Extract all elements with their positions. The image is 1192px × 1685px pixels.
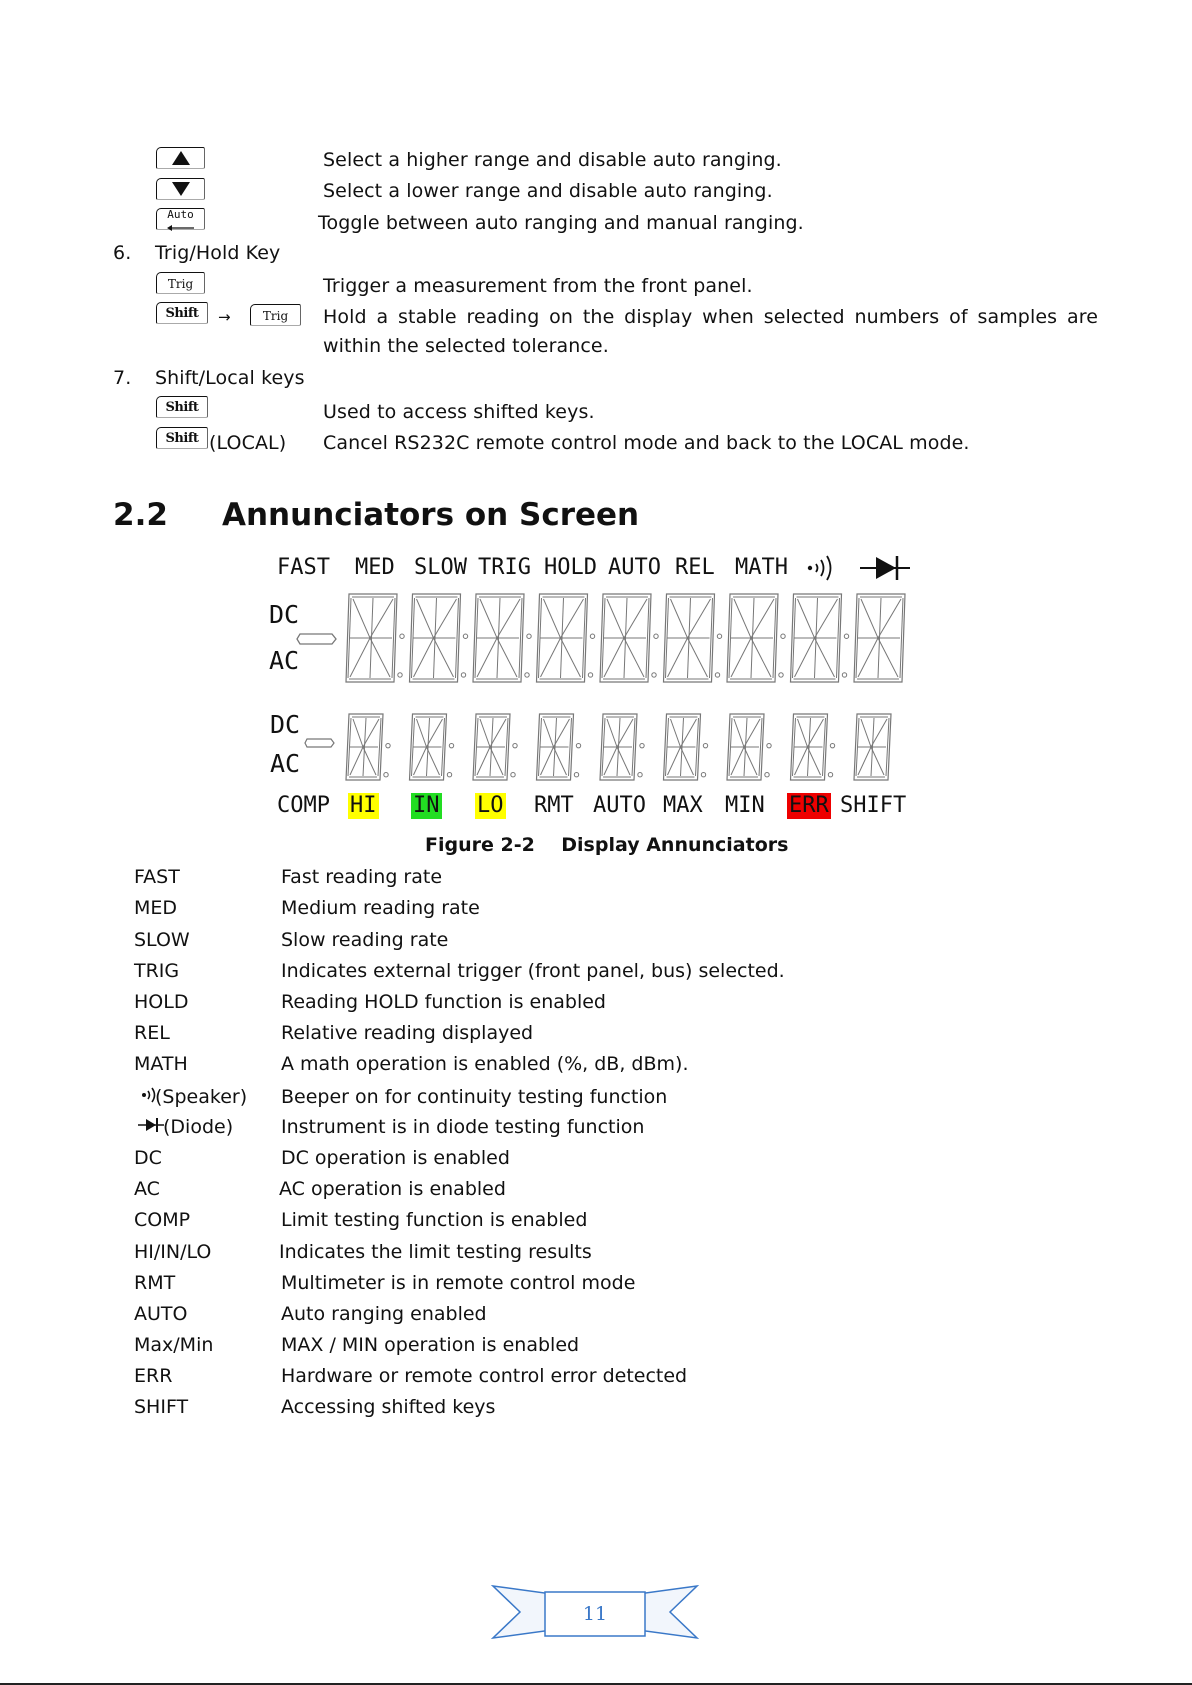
def-desc-dc: DC operation is enabled [281,1147,510,1169]
main-digit [600,594,658,682]
def-desc-comp: Limit testing function is enabled [281,1209,588,1231]
sub-digit [791,714,835,780]
def-term-hi-in-lo: HI/IN/LO [134,1241,212,1263]
def-desc-ac: AC operation is enabled [279,1178,506,1200]
def-term-rel: REL [134,1022,170,1044]
def-desc-rel: Relative reading displayed [281,1022,534,1044]
page-number-badge [490,1582,700,1642]
item6-number: 6. [113,242,132,264]
def-desc-rmt: Multimeter is in remote control mode [281,1272,636,1294]
item7-number: 7. [113,367,132,389]
sub-digit [473,714,517,780]
range-up-key [156,147,205,169]
annunciator-fast: FAST [277,555,330,580]
dc-label-main: DC [269,600,300,629]
def-term-med: MED [134,897,178,919]
main-digit [537,594,595,682]
def-desc-speaker: Beeper on for continuity testing function [281,1086,668,1108]
def-term-math: MATH [134,1053,188,1075]
sub-digit [410,714,454,780]
main-digit [791,594,849,682]
main-digit [473,594,531,682]
arrow-right: → [218,308,231,326]
def-term-rmt: RMT [134,1272,176,1294]
shift-key-4: Shift [156,427,208,449]
trig-key-desc: Trigger a measurement from the front panel. [323,275,753,297]
annunciator-hi: HI [350,793,377,818]
annunciator-rel: REL [675,555,715,580]
ac-label-sub: AC [270,749,301,778]
range-down-key [156,178,205,200]
section-title: Annunciators on Screen [222,497,640,533]
range-down-desc: Select a lower range and disable auto ranging. [323,180,773,202]
dc-label-sub: DC [270,710,301,739]
main-digit [727,594,785,682]
sub-digit [537,714,581,780]
def-term-speaker: (Speaker) [155,1086,248,1108]
def-desc-diode: Instrument is in diode testing function [281,1116,645,1138]
speaker-icon [805,553,839,583]
def-desc-trig: Indicates external trigger (front panel, bus) selected. [281,960,785,982]
diode-icon [860,553,910,583]
enter-arrow-icon [166,225,196,231]
def-term-fast: FAST [134,866,180,888]
annunciator-math: MATH [735,555,788,580]
def-desc-auto: Auto ranging enabled [281,1303,487,1325]
def-term-hold: HOLD [134,991,189,1013]
def-desc-fast: Fast reading rate [281,866,443,888]
def-term-slow: SLOW [134,929,190,951]
main-digit [664,594,722,682]
annunciator-min: MIN [725,793,765,818]
annunciator-trig: TRIG [478,555,531,580]
annunciator-shift: SHIFT [840,793,907,818]
sub-digit [727,714,771,780]
sub-minus-sign [304,738,336,748]
item7-title: Shift/Local keys [155,367,305,389]
auto-key-label: Auto [167,208,194,221]
ac-label-main: AC [269,646,300,675]
shift-key-desc: Used to access shifted keys. [323,401,595,423]
def-desc-err: Hardware or remote control error detected [281,1365,688,1387]
trig-key: Trig [156,272,205,294]
hold-desc: Hold a stable reading on the display when selected numbers of samples are within the selected tolerance. [323,306,1098,357]
section-number: 2.2 [113,497,168,533]
def-desc-maxmin: MAX / MIN operation is enabled [281,1334,580,1356]
sub-digit [854,714,891,780]
main-digit [854,594,905,682]
annunciator-auto-bottom: AUTO [593,793,646,818]
sub-digit [600,714,644,780]
def-term-shift: SHIFT [134,1396,189,1418]
def-term-maxmin: Max/Min [134,1334,214,1356]
annunciator-err: ERR [789,793,829,818]
def-term-dc: DC [134,1147,162,1169]
annunciator-auto: AUTO [608,555,661,580]
main-minus-sign [296,632,338,646]
annunciator-slow: SLOW [414,555,467,580]
def-desc-hi-in-lo: Indicates the limit testing results [279,1241,592,1263]
auto-key-desc: Toggle between auto ranging and manual ranging. [318,212,804,234]
trig-key-2: Trig [250,304,301,326]
def-term-auto: AUTO [134,1303,188,1325]
local-desc: Cancel RS232C remote control mode and back to the LOCAL mode. [323,432,970,454]
shift-key: Shift [156,302,208,324]
def-term-comp: COMP [134,1209,191,1231]
figure-caption: Figure 2-2 Display Annunciators [425,834,789,856]
def-term-diode: (Diode) [163,1116,234,1138]
annunciator-comp: COMP [277,793,330,818]
def-desc-math: A math operation is enabled (%, dB, dBm). [281,1053,689,1075]
annunciator-hold: HOLD [544,555,597,580]
annunciator-med: MED [355,555,395,580]
def-term-trig: TRIG [134,960,180,982]
page-number: 11 [582,1603,608,1625]
main-digit [410,594,468,682]
sub-digit [664,714,708,780]
def-term-err: ERR [134,1365,173,1387]
triangle-up-icon [171,150,191,166]
sub-digit [346,714,390,780]
def-desc-med: Medium reading rate [281,897,480,919]
def-desc-shift: Accessing shifted keys [281,1396,496,1418]
triangle-down-icon [171,181,191,197]
annunciator-in: IN [413,793,440,818]
diode-icon [138,1117,164,1133]
annunciator-lo: LO [477,793,504,818]
annunciator-rmt: RMT [534,793,574,818]
annunciator-max: MAX [663,793,703,818]
local-suffix: (LOCAL) [209,432,287,454]
def-desc-slow: Slow reading rate [281,929,449,951]
def-desc-hold: Reading HOLD function is enabled [281,991,606,1013]
shift-key-3: Shift [156,396,208,418]
item6-title: Trig/Hold Key [155,242,281,264]
sub-digit-row [340,710,920,785]
auto-key [156,208,205,230]
range-up-desc: Select a higher range and disable auto ranging. [323,149,782,171]
main-digit-row [340,590,920,690]
main-digit [346,594,404,682]
def-term-ac: AC [134,1178,160,1200]
